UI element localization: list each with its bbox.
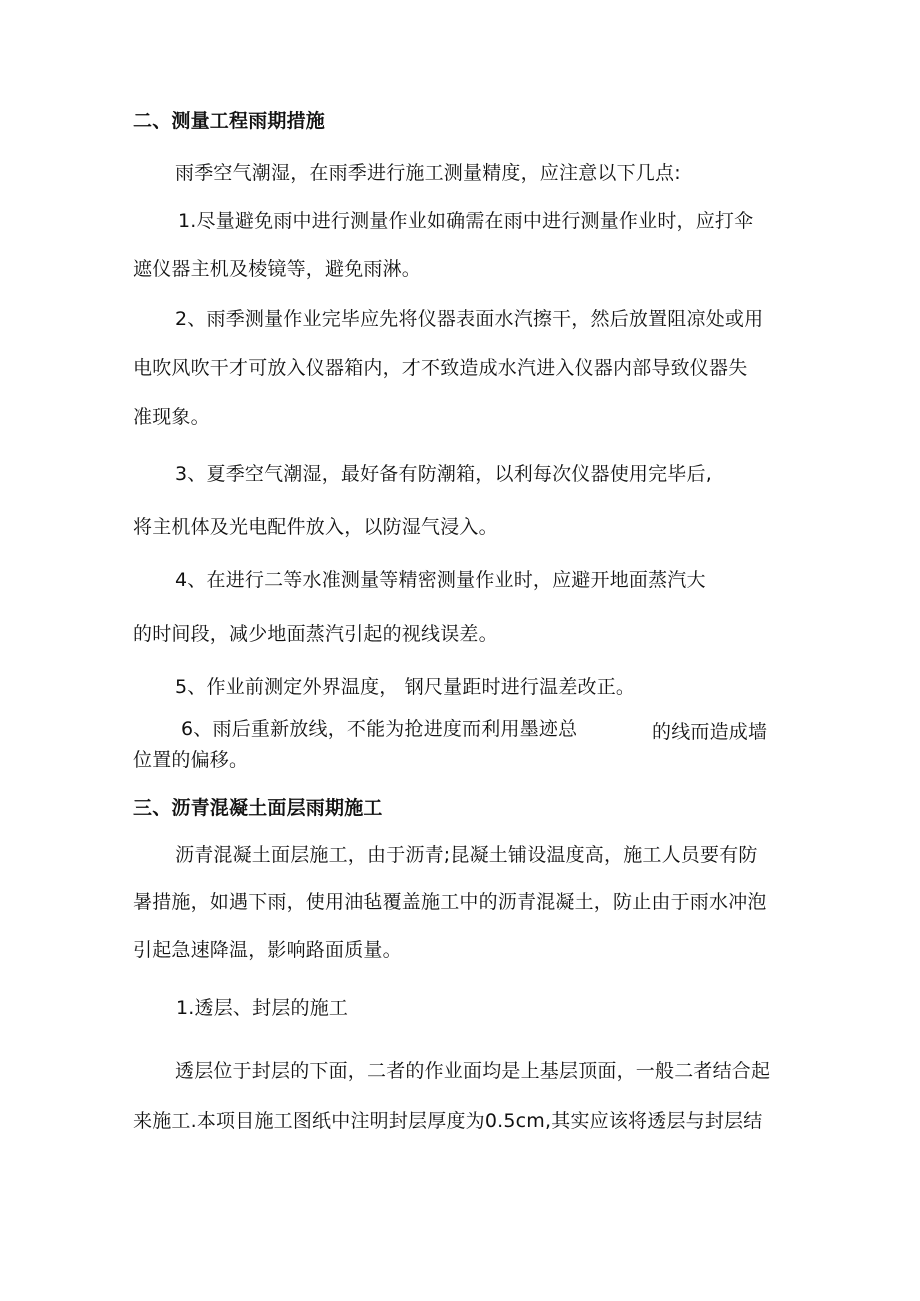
list-item-6-part-1: 6、雨后重新放线，不能为抢进度而利用墨迹总: [181, 718, 578, 740]
paragraph-asphalt-line-3: 引起急速降温，影响路面质量。: [133, 939, 402, 961]
section-heading-survey: 二、测量工程雨期措施: [133, 110, 326, 132]
list-item-4-line-1: 4、在进行二等水准测量等精密测量作业时，应避开地面蒸汽大: [175, 569, 706, 591]
paragraph-prime-line-2: 来施工.本项目施工图纸中注明封层厚度为0.5cm,其实应该将透层与封层结: [133, 1110, 763, 1132]
paragraph-asphalt-line-1: 沥青混凝土面层施工，由于沥青;昆凝土铺设温度高，施工人员要有防: [175, 844, 758, 866]
list-item-5: 5、作业前测定外界温度， 钢尺量距时进行温差改正。: [175, 676, 636, 698]
list-item-3-line-2: 将主机体及光电配件放入，以防湿气浸入。: [133, 516, 498, 538]
section-heading-asphalt: 三、沥青混凝土面层雨期施工: [133, 797, 383, 819]
list-item-1-line-1: 1.尽量避免雨中进行测量作业如确需在雨中进行测量作业时，应打伞: [178, 210, 754, 232]
list-item-2-line-2: 电吹风吹干才可放入仪器箱内，才不致造成水汽进入仪器内部导致仪器失: [133, 357, 748, 379]
list-item-6-part-2: 的线而造成墙: [652, 721, 768, 743]
list-item-1-line-2: 遮仪器主机及棱镜等，避免雨淋。: [133, 258, 422, 280]
paragraph-asphalt-line-2: 暑措施，如遇下雨，使用油毡覆盖施工中的沥青混凝土，防止由于雨水冲泡: [133, 891, 767, 913]
list-item-6-line-2: 位置的偏移。: [133, 749, 249, 771]
list-item-4-line-2: 的时间段，减少地面蒸汽引起的视线误差。: [133, 623, 498, 645]
list-item-2-line-3: 准现象。: [133, 406, 210, 428]
subheading-prime-seal: 1.透层、封层的施工: [176, 997, 349, 1019]
paragraph-prime-line-1: 透层位于封层的下面，二者的作业面均是上基层顶面，一般二者结合起: [175, 1060, 771, 1082]
list-item-3-line-1: 3、夏季空气潮湿，最好备有防潮箱，以利每次仪器使用完毕后,: [175, 463, 712, 485]
list-item-2-line-1: 2、雨季测量作业完毕应先将仪器表面水汽擦干，然后放置阻凉处或用: [175, 308, 764, 330]
paragraph-intro: 雨季空气潮湿，在雨季进行施工测量精度，应注意以下几点:: [175, 162, 681, 184]
